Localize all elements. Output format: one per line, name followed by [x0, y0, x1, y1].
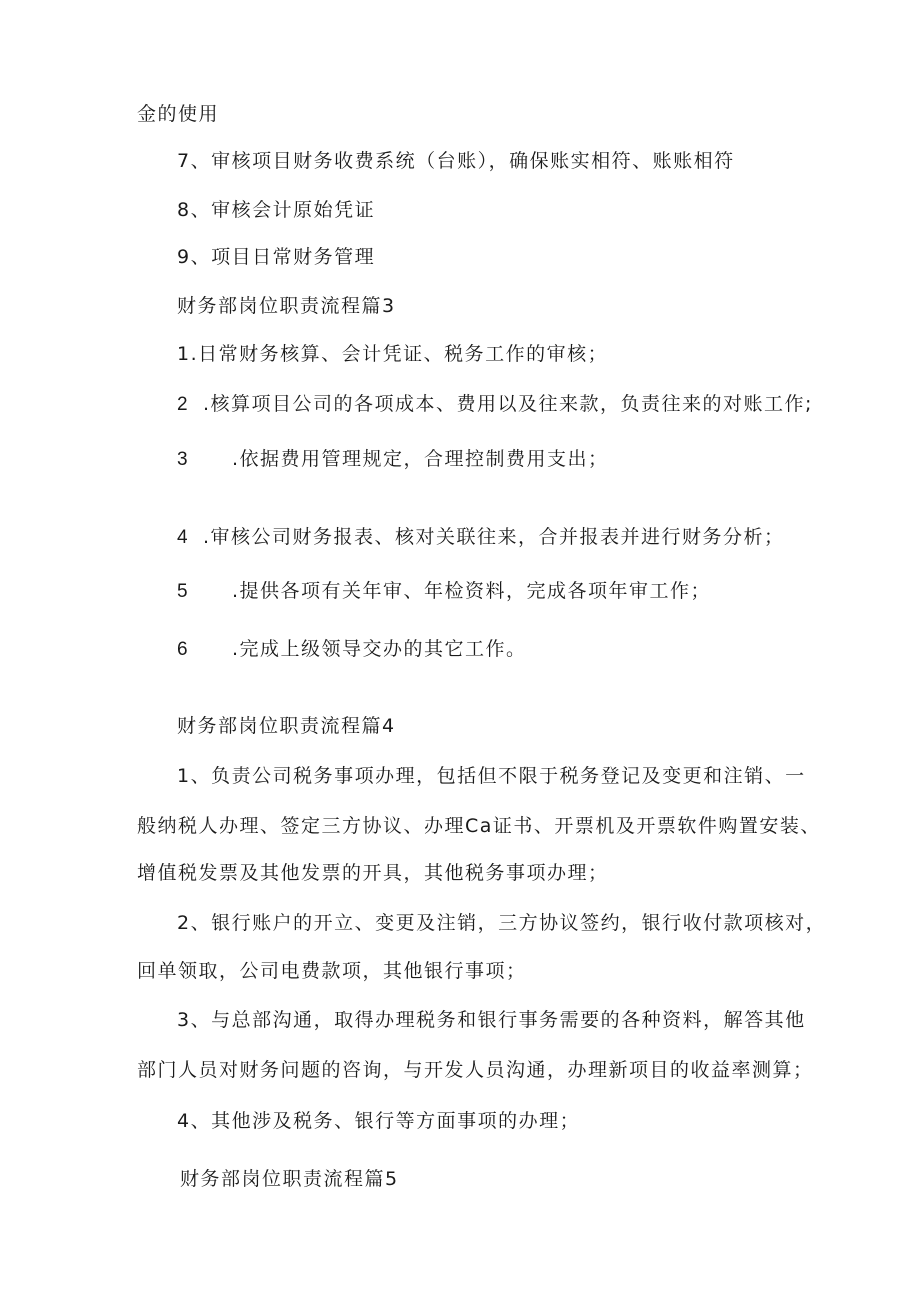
list-number: 5: [177, 581, 190, 602]
list-item: 9、项目日常财务管理: [177, 246, 376, 268]
list-item: [177, 524, 785, 551]
list-item: [177, 391, 813, 418]
list-number: 2: [177, 394, 190, 415]
section-heading: 财务部岗位职责流程篇4: [177, 715, 396, 737]
paragraph-line: 回单领取，公司电费款项，其他银行事项；: [137, 960, 527, 982]
paragraph-line: 1、负责公司税务事项办理，包括但不限于税务登记及变更和注销、一: [177, 765, 806, 787]
list-item-text: .核算项目公司的各项成本、费用以及往来款，负责往来的对账工作;: [203, 393, 813, 415]
paragraph-line: 2、银行账户的开立、变更及注销，三方协议签约，银行收付款项核对，: [177, 912, 827, 934]
section-heading: 财务部岗位职责流程篇3: [177, 295, 396, 317]
list-item: [177, 578, 711, 605]
list-number: 3: [177, 449, 190, 470]
paragraph-line: 3、与总部沟通，取得办理税务和银行事务需要的各种资料，解答其他: [177, 1009, 806, 1031]
paragraph-line: 般纳税人办理、签定三方协议、办理Ca证书、开票机及开票软件购置安装、: [137, 815, 821, 837]
list-item-text: .依据费用管理规定，合理控制费用支出；: [232, 448, 609, 470]
list-item: [177, 636, 527, 663]
paragraph-line: 增值税发票及其他发票的开具，其他税务事项办理；: [137, 862, 609, 884]
list-item: 1.日常财务核算、会计凭证、税务工作的审核；: [177, 343, 609, 365]
text-line: 金的使用: [137, 103, 220, 125]
list-number: 4: [177, 527, 190, 548]
list-number: 6: [177, 639, 190, 660]
list-item: 8、审核会计原始凭证: [177, 199, 376, 221]
list-item-text: .完成上级领导交办的其它工作。: [232, 638, 527, 660]
paragraph-line: 4、其他涉及税务、银行等方面事项的办理；: [177, 1110, 581, 1132]
list-item: [177, 446, 609, 473]
list-item: 7、审核项目财务收费系统（台账），确保账实相符、账账相符: [177, 150, 735, 172]
list-item-text: .提供各项有关年审、年检资料，完成各项年审工作；: [232, 580, 712, 602]
paragraph-line: 部门人员对财务问题的咨询，与开发人员沟通，办理新项目的收益率测算；: [137, 1059, 814, 1081]
section-heading: 财务部岗位职责流程篇5: [180, 1168, 399, 1190]
list-item-text: .审核公司财务报表、核对关联往来，合并报表并进行财务分析；: [203, 526, 785, 548]
